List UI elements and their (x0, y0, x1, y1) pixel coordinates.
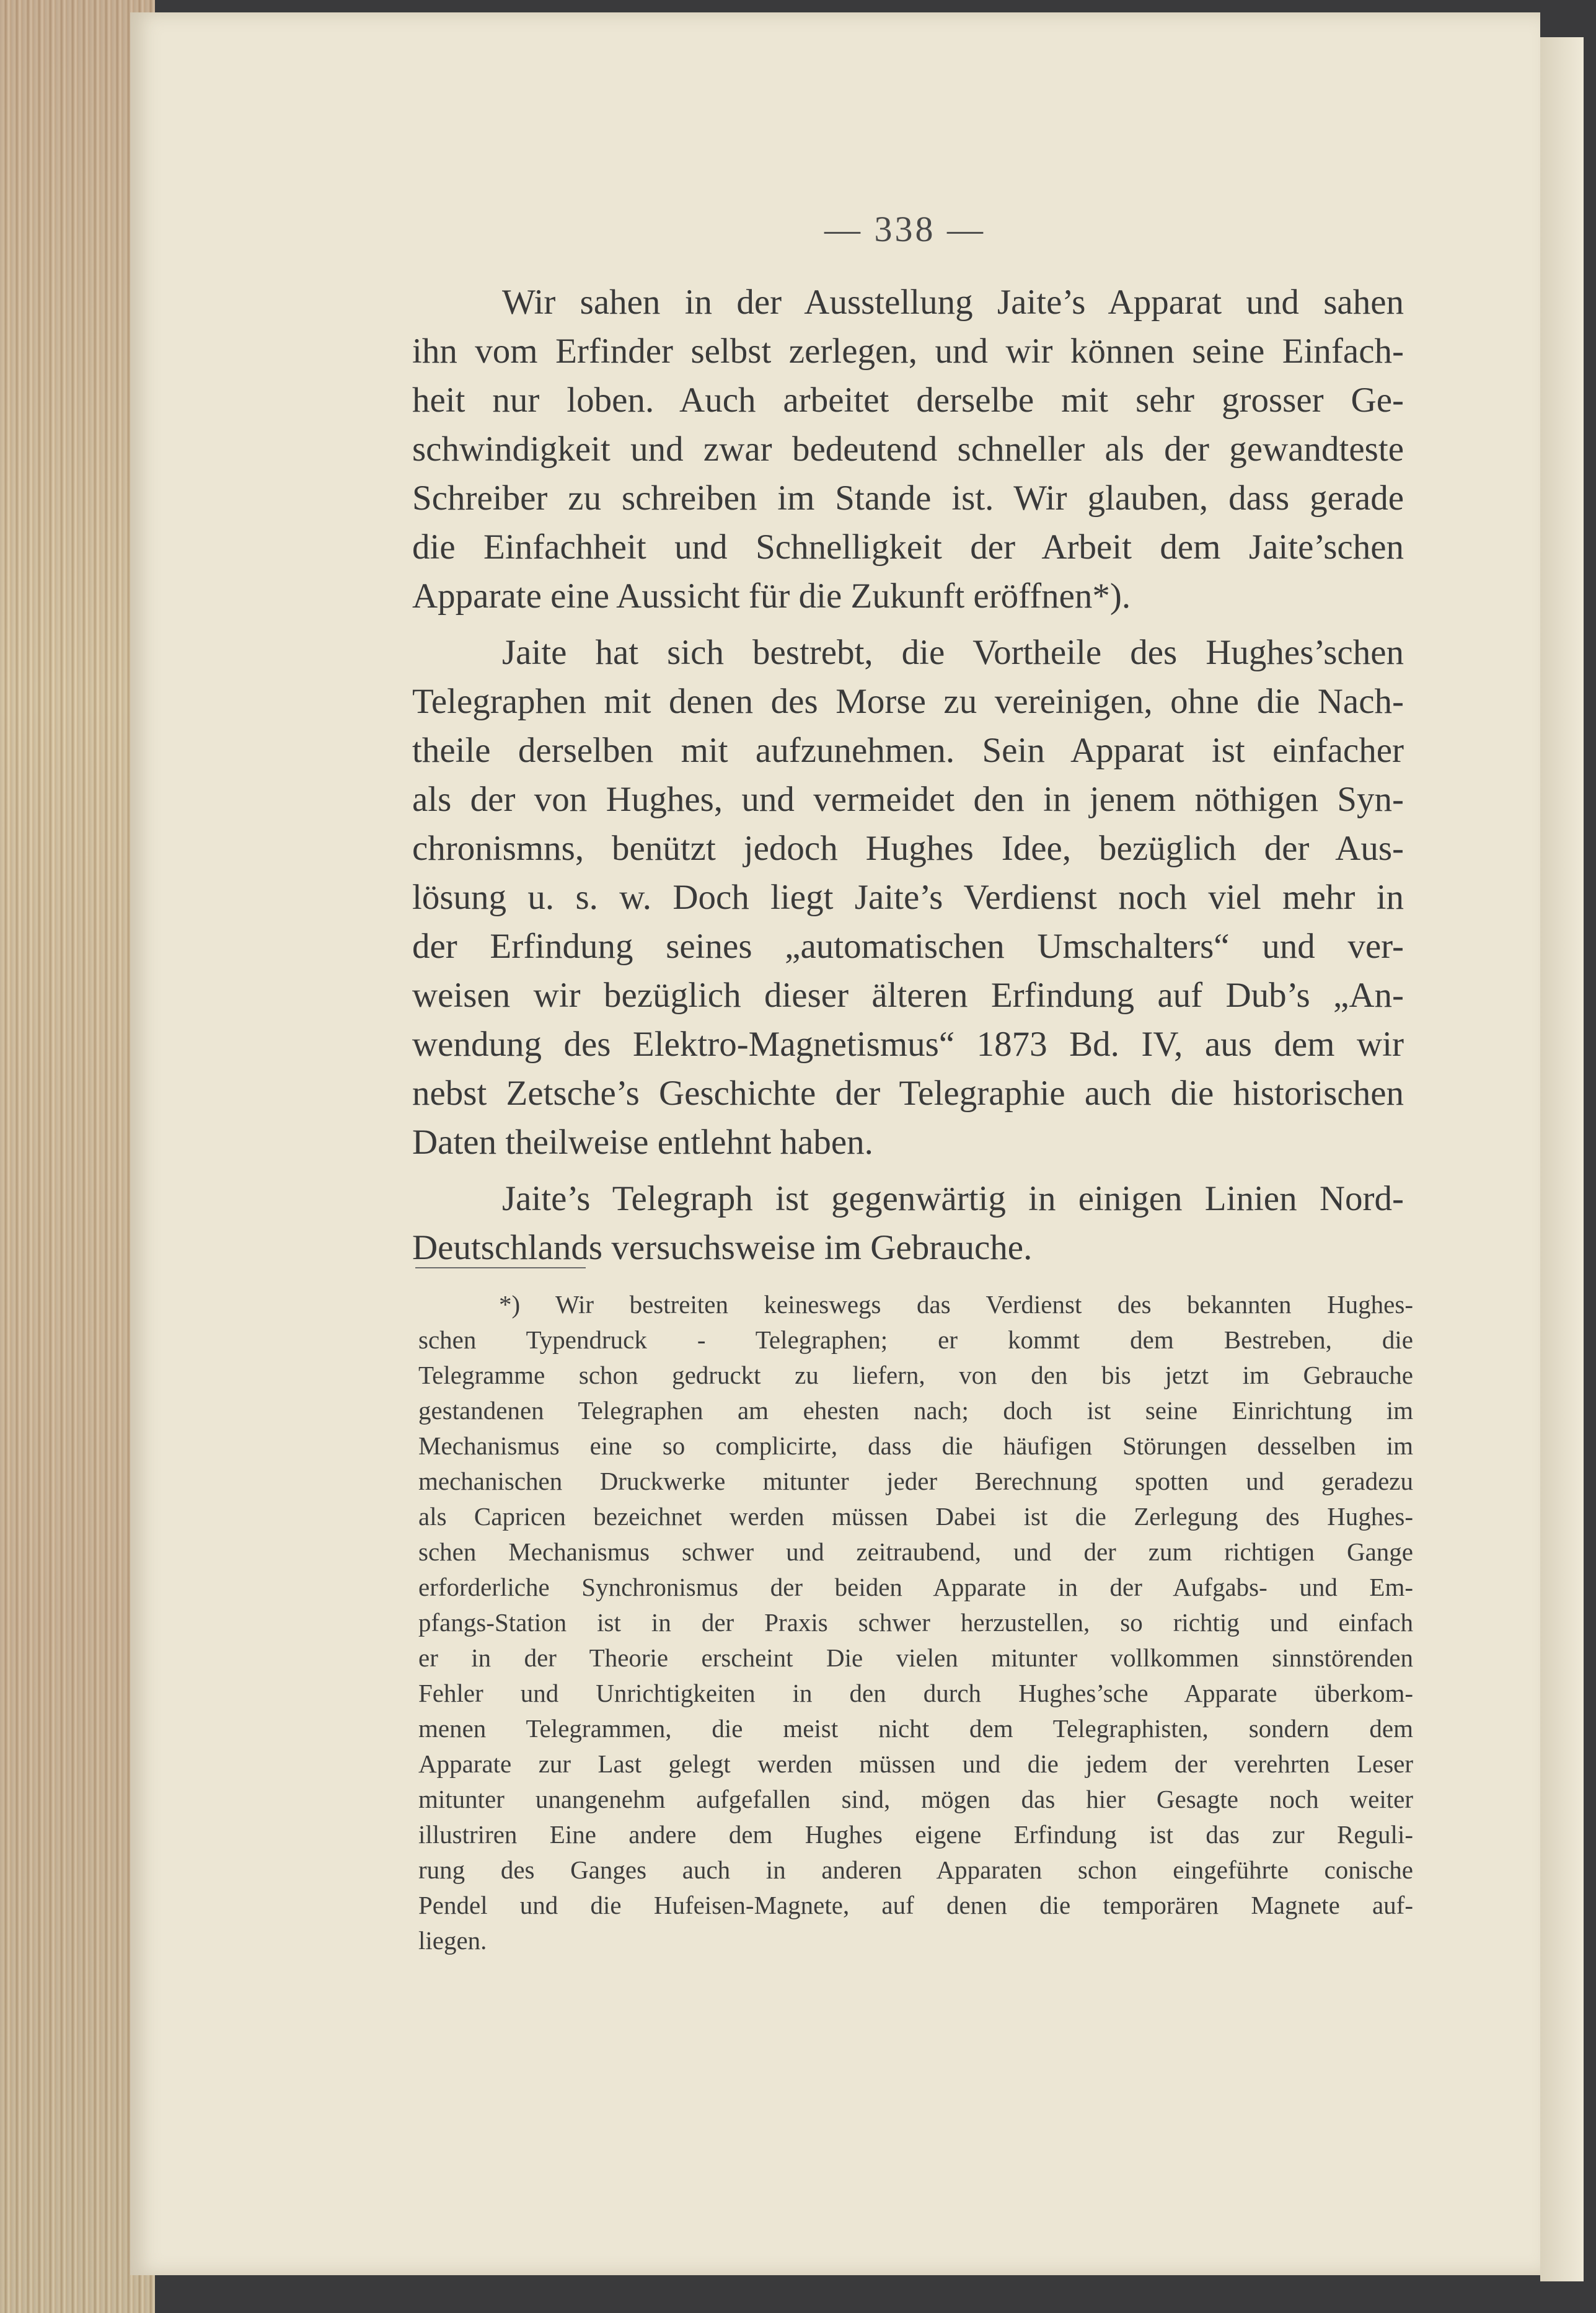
footnote (418, 1287, 1413, 1958)
footnote-line: er in der Theorie erscheint Die vielen mitunter vollkommen sinnstörenden (418, 1643, 1413, 1672)
text-line: lösung u. s. w. Doch liegt Jaite’s Verdienst noch viel mehr in (412, 878, 1404, 917)
footnote-line: Telegramme schon gedruckt zu liefern, von den bis jetzt im Gebrauche (418, 1361, 1413, 1389)
text-line: schwindigkeit und zwar bedeutend schneller als der gewandteste (412, 430, 1404, 469)
footnote-line: Apparate zur Last gelegt werden müssen und die jedem der verehrten Leser (418, 1749, 1413, 1778)
footnote-line: rung des Ganges auch in anderen Apparaten schon eingeführte conische (418, 1855, 1413, 1884)
text-line: Jaite hat sich bestrebt, die Vortheile des Hughes’schen (502, 633, 1404, 672)
text-line: ihn vom Erfinder selbst zerlegen, und wir können seine Einfach- (412, 332, 1404, 371)
text-line: Deutschlands versuchsweise im Gebrauche. (412, 1228, 1033, 1267)
page-number: — 338 — (824, 209, 985, 249)
footnote-line: Mechanismus eine so complicirte, dass die häufigen Störungen desselben im (418, 1431, 1413, 1460)
footnote-line: mitunter unangenehm aufgefallen sind, mögen das hier Gesagte noch weiter (418, 1785, 1413, 1813)
footnote-line: *) Wir bestreiten keineswegs das Verdienst des bekannten Hughes- (499, 1290, 1413, 1319)
footnote-divider (415, 1267, 586, 1268)
text-line: Schreiber zu schreiben im Stande ist. Wir glauben, dass gerade (412, 479, 1404, 518)
footnote-line: illustriren Eine andere dem Hughes eigene Erfindung ist das zur Reguli- (418, 1820, 1413, 1849)
footnote-line: pfangs-Station ist in der Praxis schwer herzustellen, so richtig und einfach (418, 1608, 1413, 1637)
footnote-line: menen Telegrammen, die meist nicht dem Telegraphisten, sondern dem (418, 1714, 1413, 1743)
text-line: weisen wir bezüglich dieser älteren Erfindung auf Dub’s „An- (412, 976, 1404, 1015)
text-line: nebst Zetsche’s Geschichte der Telegraphie auch die historischen (412, 1074, 1404, 1113)
text-line: theile derselben mit aufzunehmen. Sein Apparat ist einfacher (412, 731, 1404, 770)
footnote-line: liegen. (418, 1926, 487, 1955)
footnote-line: Fehler und Unrichtigkeiten in den durch Hughes’sche Apparate überkom- (418, 1679, 1413, 1707)
text-line: Wir sahen in der Ausstellung Jaite’s Apparat und sahen (502, 283, 1404, 322)
footnote-line: mechanischen Druckwerke mitunter jeder Berechnung spotten und geradezu (418, 1467, 1413, 1495)
main-text (412, 278, 1404, 1272)
footnote-line: gestandenen Telegraphen am ehesten nach; doch ist seine Einrichtung im (418, 1396, 1413, 1425)
text-line: heit nur loben. Auch arbeitet derselbe mit sehr grosser Ge- (412, 381, 1404, 420)
footnote-line: als Capricen bezeichnet werden müssen Dabei ist die Zerlegung des Hughes- (418, 1502, 1413, 1531)
text-line: chronismns, benützt jedoch Hughes Idee, bezüglich der Aus- (412, 829, 1404, 868)
text-line: Daten theilweise entlehnt haben. (412, 1123, 873, 1162)
footnote-line: schen Mechanismus schwer und zeitraubend, und der zum richtigen Gange (418, 1537, 1413, 1566)
text-line: Apparate eine Aussicht für die Zukunft eröffnen*). (412, 577, 1131, 616)
footnote-line: erforderliche Synchronismus der beiden Apparate in der Aufgabs- und Em- (418, 1573, 1413, 1601)
text-line: als der von Hughes, und vermeidet den in jenem nöthigen Syn- (412, 780, 1404, 819)
text-line: die Einfachheit und Schnelligkeit der Arbeit dem Jaite’schen (412, 528, 1404, 567)
text-line: Jaite’s Telegraph ist gegenwärtig in einigen Linien Nord- (502, 1179, 1404, 1218)
footnote-line: schen Typendruck - Telegraphen; er kommt dem Bestreben, die (418, 1325, 1413, 1354)
text-line: wendung des Elektro-Magnetismus“ 1873 Bd. IV, aus dem wir (412, 1025, 1404, 1064)
next-page-edge (1540, 37, 1584, 2281)
footnote-line: Pendel und die Hufeisen-Magnete, auf denen die temporären Magnete auf- (418, 1891, 1413, 1919)
text-line: Telegraphen mit denen des Morse zu vereinigen, ohne die Nach- (412, 682, 1404, 721)
text-line: der Erfindung seines „automatischen Umschalters“ und ver- (412, 927, 1404, 966)
